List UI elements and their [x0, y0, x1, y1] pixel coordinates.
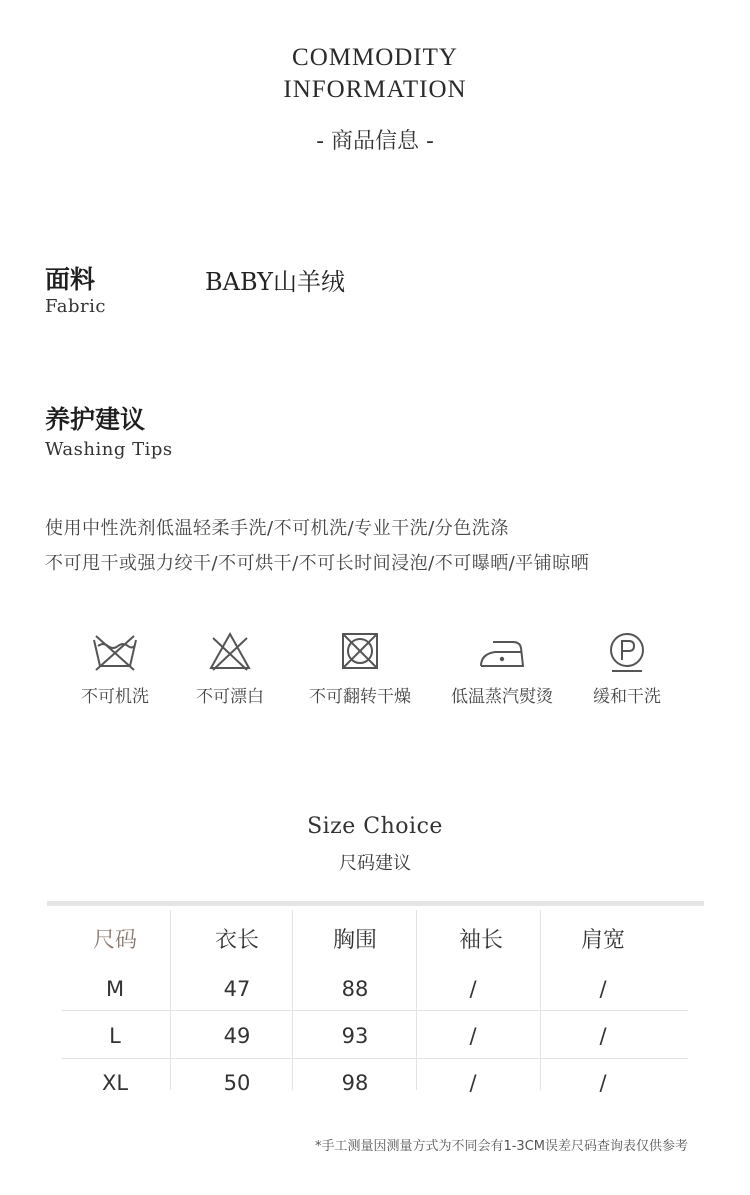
care-item-gentle-dry-clean — [557, 630, 697, 707]
table-cell: 50 — [223, 1071, 251, 1095]
table-column-divider — [416, 910, 417, 1090]
table-row-divider — [62, 1010, 688, 1011]
table-cell: L — [109, 1024, 121, 1048]
table-header-size: 尺码 — [92, 928, 137, 953]
no-machine-wash-icon — [90, 630, 140, 674]
table-column-divider — [170, 910, 171, 1090]
washing-tip-line-2: 不可甩干或强力绞干/不可烘干/不可长时间浸泡/不可曝晒/平铺晾晒 — [45, 553, 590, 574]
care-label-gentle-dry-clean: 缓和干洗 — [593, 687, 661, 707]
table-column-divider — [540, 910, 541, 1090]
table-header-chest: 胸围 — [332, 928, 377, 953]
table-header-shoulder: 肩宽 — [580, 928, 625, 953]
table-cell: / — [469, 977, 477, 1001]
table-cell: / — [469, 1024, 477, 1048]
title-en-line1: COMMODITY — [292, 44, 458, 71]
size-footnote: *手工测量因测量方式为不同会有1-3CM误差尺码查询表仅供参考 — [314, 1139, 688, 1154]
table-cell: 98 — [341, 1071, 369, 1095]
table-row-divider — [62, 1058, 688, 1059]
care-item-low-temp-iron — [432, 630, 572, 707]
table-cell: 49 — [223, 1024, 251, 1048]
no-tumble-dry-icon — [335, 630, 385, 674]
fabric-label-en: Fabric — [45, 296, 106, 317]
table-cell: 88 — [341, 977, 369, 1001]
table-cell: / — [469, 1071, 477, 1095]
table-cell: / — [599, 1071, 607, 1095]
care-label-no-machine-wash: 不可机洗 — [81, 687, 149, 707]
size-title-cn: 尺码建议 — [339, 853, 411, 874]
fabric-label-cn: 面料 — [45, 265, 96, 294]
care-item-no-bleach — [160, 630, 300, 707]
care-label-no-tumble-dry: 不可翻转干燥 — [309, 687, 411, 707]
table-cell: / — [599, 1024, 607, 1048]
table-cell: M — [105, 977, 125, 1001]
low-temp-steam-iron-icon — [477, 630, 527, 674]
table-cell: 93 — [341, 1024, 369, 1048]
title-en-line2: INFORMATION — [283, 76, 467, 103]
washing-label-cn: 养护建议 — [45, 405, 146, 434]
no-bleach-icon — [205, 630, 255, 674]
table-top-divider — [47, 901, 704, 906]
table-column-divider — [292, 910, 293, 1090]
size-title-en: Size Choice — [307, 814, 443, 839]
title-cn: - 商品信息 - — [316, 129, 434, 154]
table-cell: 47 — [223, 977, 251, 1001]
table-cell: / — [599, 977, 607, 1001]
washing-label-en: Washing Tips — [45, 439, 173, 460]
washing-tip-line-1: 使用中性洗剂低温轻柔手洗/不可机洗/专业干洗/分色洗涤 — [45, 518, 509, 539]
table-header-sleeve: 袖长 — [458, 928, 503, 953]
table-cell: XL — [101, 1071, 129, 1095]
table-header-length: 衣长 — [214, 928, 259, 953]
fabric-value: BABY山羊绒 — [205, 268, 346, 296]
care-label-no-bleach: 不可漂白 — [196, 687, 264, 707]
care-label-low-temp-iron: 低温蒸汽熨烫 — [451, 687, 553, 707]
gentle-dry-clean-icon — [602, 630, 652, 674]
care-item-no-tumble-dry — [290, 630, 430, 707]
